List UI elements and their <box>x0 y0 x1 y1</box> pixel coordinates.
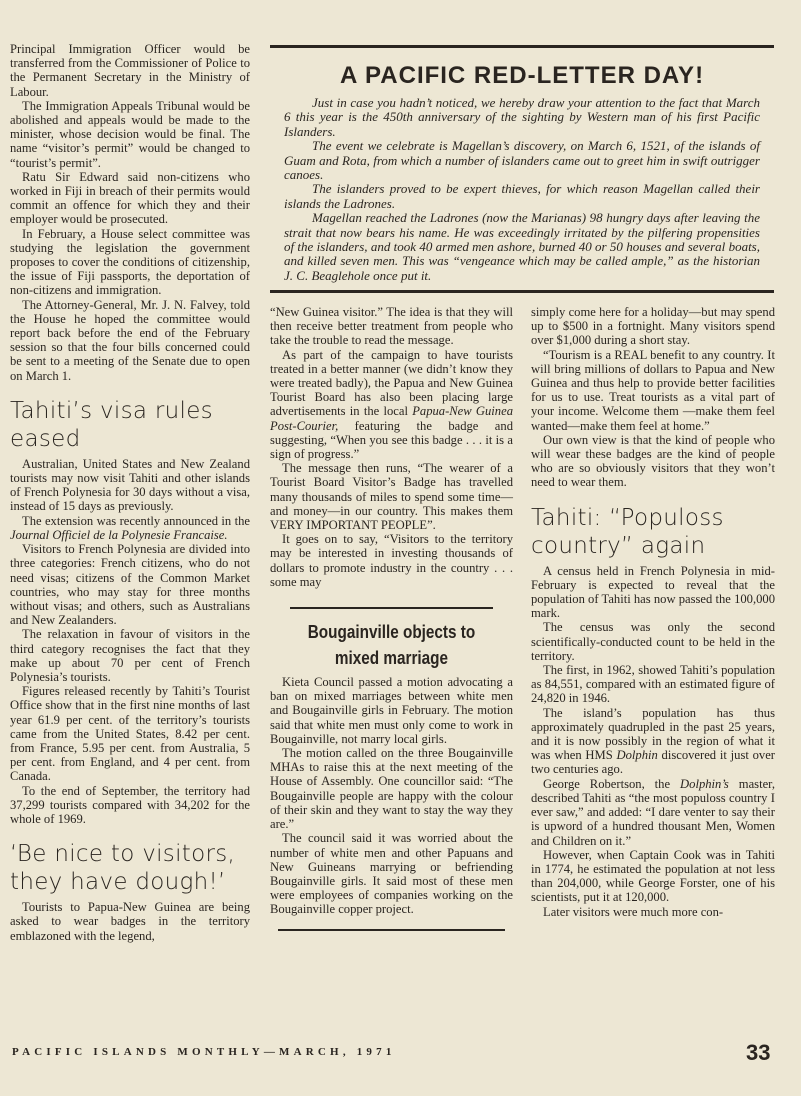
column-3 <box>531 305 775 919</box>
ship-name: Dolphin’s <box>680 776 729 791</box>
paragraph: The relaxation in favour of visitors in the third category recognises the fact that they make up about 70 per cent of French Polynesia’s tourists. <box>10 627 250 684</box>
paragraph: The motion called on the three Bougainville MHAs to raise this at the next meeting of the House of Assembly. One councillor said: “The Bougainville people are happy with the colour of their skin and they want to stay the way they are.” <box>270 746 513 832</box>
be-nice-heading: ‘Be nice to visitors, they have dough!’ <box>10 841 236 896</box>
paragraph: The council said it was worried about the number of white men and other Papuans and New Guineans marrying or befriending Bougainville girls. It said most of these men were employees of companies working on the Bougainville copper project. <box>270 831 513 917</box>
paragraph: “Tourism is a REAL benefit to any country. It will bring millions of dollars to Papua and New Guinea and thus help to provide better facilities for us to use. Treat tourists as a vital part of your income. Welcome them —make them feel wanted—make them feel at home.” <box>531 347 775 433</box>
paragraph: The Attorney-General, Mr. J. N. Falvey, told the House he hoped the committee would report back before the end of the February session so that the four bills concerned could be sent to a meeting of the Senate due to open on March 1. <box>10 297 250 383</box>
text: The island’s population has thus approximately quadrupled in the past 25 years, and it is now possibly in the region of what it was when HMS <box>531 705 775 763</box>
paragraph: simply come here for a holiday—but may spend up to $500 in a fortnight. Many visitors spend over $1,000 during a short stay. <box>531 305 775 348</box>
column-1 <box>10 42 250 943</box>
paragraph: Australian, United States and New Zealand tourists may now visit Tahiti and other islands of French Polynesia for 30 days without a visa, instead of 15 days as previously. <box>10 456 250 514</box>
text: featuring the badge and suggesting, “When you see this badge . . . it is a sign of progress.” <box>270 418 513 462</box>
box-bottom-rule <box>270 290 774 293</box>
populoss-heading: Tahiti: “Populoss country” again <box>531 504 724 559</box>
paragraph: The event we celebrate is Magellan’s discovery, on March 6, 1521, of the islands of Guam and Rota, from which a number of islanders came out to greet him in swift outrigger canoes. <box>284 138 760 183</box>
paragraph: Our own view is that the kind of people who will wear these badges are the kind of people who are so obviously visitors that they won’t need to wear them. <box>531 432 775 490</box>
paragraph <box>10 514 250 542</box>
box-title: A PACIFIC RED-LETTER DAY! <box>339 62 705 89</box>
paragraph: To the end of September, the territory had 37,299 tourists compared with 34,202 for the whole of 1969. <box>10 783 250 826</box>
paragraph: Kieta Council passed a motion advocating a ban on mixed marriages between white men and Bougainville girls in February. The motion said that white men must only come to work in Bougainville, not marry local girls. <box>270 675 513 746</box>
text: George Robertson, the <box>543 776 681 791</box>
text: discovered it just over two centuries ago. <box>531 748 776 777</box>
paragraph: “New Guinea visitor.” The idea is that they will then receive better treatment from people who take the trouble to read the message. <box>270 305 513 348</box>
paragraph: Magellan reached the Ladrones (now the Marianas) 98 hungry days after leaving the strait that now bears his name. He was exceedingly irritated by the pilfering propensities of the islanders, and took 40 armed men ashore, burned 40 or 50 houses and several boats, and killed seven men. This was “vengeance which may be called ample,” as the historian J. C. Beaglehole once put it. <box>284 210 760 283</box>
newspaper-title: Papua-New Guinea Post-Courier, <box>270 404 513 433</box>
paragraph: The first, in 1962, showed Tahiti’s population as 84,551, compared with an estimated figure of 24,820 in 1946. <box>531 663 775 706</box>
paragraph: It goes on to say, “Visitors to the territory may be interested in investing thousands of dollars to promote industry in the country . . . some may <box>270 532 513 589</box>
paragraph: Ratu Sir Edward said non-citizens who worked in Fiji in breach of their permits would commit an offence for which they and their employer would be prosecuted. <box>10 169 250 227</box>
ship-name: Dolphin <box>616 748 658 763</box>
paragraph: Tourists to Papua-New Guinea are being asked to wear badges in the territory emblazoned with the legend, <box>10 900 250 943</box>
paragraph: The message then runs, “The wearer of a Tourist Board Visitor’s Badge has travelled many thousands of miles to spend some time—and money—in our country. This makes them VERY IMPORTANT PEOPLE”. <box>270 461 513 533</box>
paragraph: The census was only the second scientifically-conducted count to be held in the territory. <box>531 620 775 663</box>
paragraph: Visitors to French Polynesia are divided into three categories: French citizens, who do not need visas; citizens of the Common Market countries, who may stay for three months without visas; and others, such as Australians and New Zealanders. <box>10 542 250 628</box>
bougainville-heading: Bougainville objects to mixed marriage <box>307 622 476 669</box>
running-footer: PACIFIC ISLANDS MONTHLY—MARCH, 1971 <box>12 1046 396 1058</box>
red-letter-day-box <box>270 46 774 283</box>
section-divider <box>278 929 505 931</box>
paragraph: Figures released recently by Tahiti’s Tourist Office show that in the first nine months of last year 61.9 per cent. of the territory’s tourists came from the United States, 8.42 per cent. from France, 5.95 per cent. from Australia, 5 per cent. from England, and 4 per cent. from Canada. <box>10 684 250 784</box>
box-text <box>270 96 774 283</box>
column-2 <box>270 305 513 931</box>
paragraph: However, when Captain Cook was in Tahiti in 1774, he estimated the population at not less than 204,000, while George Forster, one of his scientists, put it at 120,000. <box>531 847 775 905</box>
journal-title: Journal Officiel de la Polynesie Francaise. <box>10 527 228 542</box>
paragraph: Principal Immigration Officer would be transferred from the Commissioner of Police to the Permanent Secretary in the Ministry of Labour. <box>10 42 250 99</box>
paragraph: In February, a House select committee was studying the legislation the government proposes to cover the conditions of citizenship, the issue of Fiji passports, the deportation of non-citizens and immigration. <box>10 226 250 298</box>
paragraph <box>531 706 775 777</box>
paragraph <box>531 777 775 848</box>
paragraph <box>270 348 513 462</box>
page-number: 33 <box>746 1040 771 1065</box>
paragraph: Just in case you hadn’t noticed, we hereby draw your attention to the fact that March 6 this year is the 450th anniversary of the sighting by Western man of his first Pacific Islanders. <box>284 95 760 139</box>
text: master, described Tahiti as “the most populoss country I ever saw,” and added: “I dare venter to say their is upword of a hundred thousant Men, Women and Children on it.” <box>531 776 775 848</box>
text: As part of the campaign to have tourists treated in a better manner (we didn’t know they were treated badly), the Papua and New Guinea Tourist Board has also been placing large advertisements in the local <box>270 347 513 419</box>
section-divider <box>290 607 493 609</box>
text: The extension was recently announced in the <box>22 513 250 528</box>
paragraph: The islanders proved to be expert thieves, for which reason Magellan called their islands the Ladrones. <box>284 181 760 211</box>
paragraph: The Immigration Appeals Tribunal would be abolished and appeals would be made to the minister, whose decision would be final. The name “visitor’s permit” would be changed to “tourist’s permit”. <box>10 98 250 170</box>
paragraph: A census held in French Polynesia in mid-February is expected to reveal that the population of Tahiti has now passed the 100,000 mark. <box>531 563 775 621</box>
tahiti-visa-heading: Tahiti’s visa rules eased <box>10 397 213 452</box>
paragraph: Later visitors were much more con- <box>543 904 724 919</box>
